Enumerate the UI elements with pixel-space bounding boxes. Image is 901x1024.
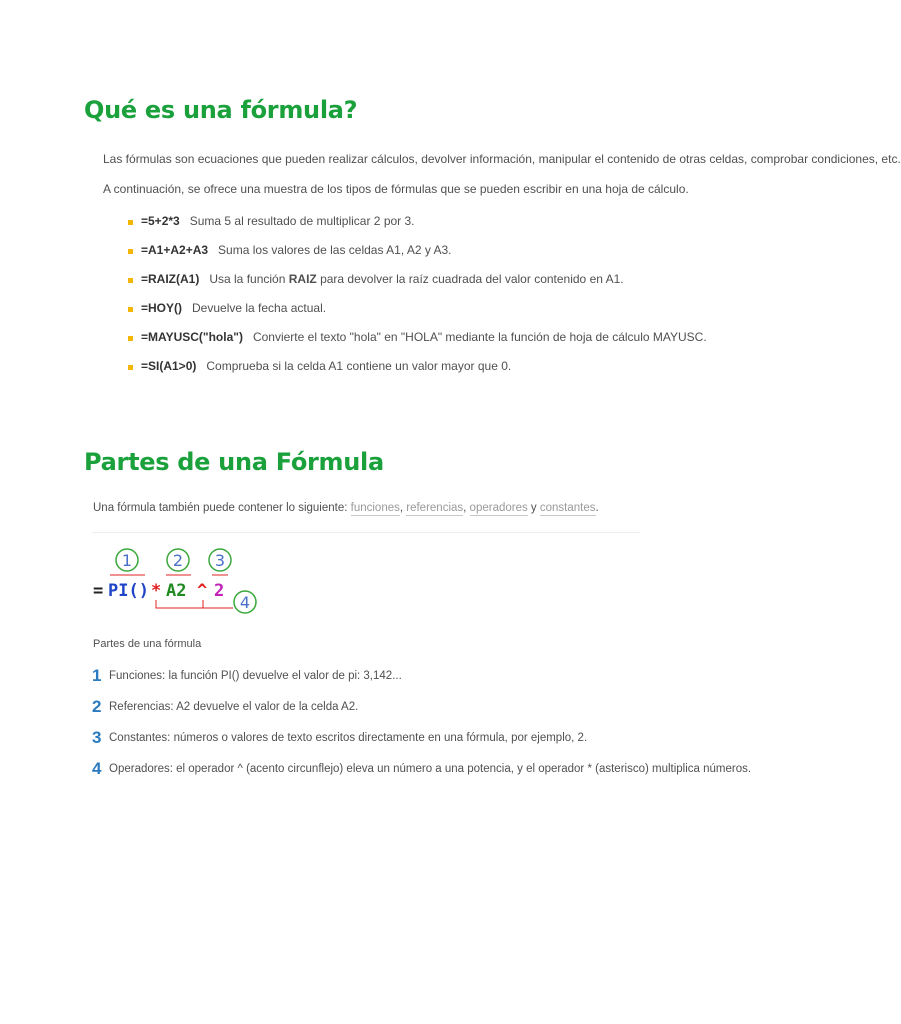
callout-number-4: 4 (239, 593, 251, 612)
bullet-square-icon (128, 278, 133, 283)
example-text (141, 359, 511, 373)
formula-constant: 2 (214, 581, 225, 601)
operators-bracket (156, 600, 233, 608)
separator-and: y (527, 502, 540, 514)
example-formula: =RAIZ(A1) (141, 272, 200, 286)
example-description-bold: RAIZ (288, 272, 317, 286)
part-text: Operadores: el operador ^ (acento circunflejo) eleva un número a una potencia, y el operador * (asterisco) multiplica números. (109, 763, 752, 775)
example-text (141, 330, 707, 344)
part-text: Funciones: la función PI() devuelve el valor de pi: 3,142... (109, 670, 402, 682)
separator-comma: , (399, 502, 407, 514)
callout-number-2: 2 (172, 551, 184, 570)
example-description: Devuelve la fecha actual. (192, 301, 327, 315)
bullet-square-icon (128, 307, 133, 312)
term-link-referencias[interactable]: referencias (406, 502, 464, 514)
example-formula: =HOY() (141, 301, 183, 315)
callout-number-3: 3 (214, 551, 226, 570)
example-description: Comprueba si la celda A1 contiene un valor mayor que 0. (206, 359, 512, 373)
bullet-square-icon (128, 220, 133, 225)
example-description-pre: Usa la función (209, 272, 289, 286)
formula-function: PI() (108, 581, 149, 601)
intro-end: . (595, 502, 599, 514)
bullet-square-icon (128, 249, 133, 254)
part-text: Referencias: A2 devuelve el valor de la celda A2. (109, 701, 359, 713)
example-text (141, 301, 326, 315)
callout-number-1: 1 (121, 551, 133, 570)
separator-comma: , (463, 502, 470, 514)
formula-reference: A2 (166, 581, 187, 601)
section2-intro (93, 502, 599, 514)
formula-operator-multiply: * (151, 581, 162, 601)
part-number: 4 (92, 759, 102, 778)
example-text (141, 272, 624, 286)
example-formula: =5+2*3 (141, 214, 180, 228)
figure-caption: Partes de una fórmula (93, 638, 202, 650)
part-text: Constantes: números o valores de texto escritos directamente en una fórmula, por ejemplo, 2. (109, 732, 588, 744)
example-formula: =MAYUSC("hola") (141, 330, 243, 344)
example-description-post: para devolver la raíz cuadrada del valor contenido en A1. (316, 272, 624, 286)
example-description: Suma los valores de las celdas A1, A2 y A3. (218, 243, 452, 257)
term-link-funciones[interactable]: funciones (350, 502, 400, 514)
part-number: 1 (92, 666, 102, 685)
section1-paragraph-2: A continuación, se ofrece una muestra de los tipos de fórmulas que se pueden escribir en una hoja de cálculo. (103, 182, 689, 196)
example-description: Convierte el texto "hola" en "HOLA" mediante la función de hoja de cálculo MAYUSC. (252, 330, 707, 344)
section1-heading: Qué es una fórmula? (84, 96, 358, 124)
term-link-constantes[interactable]: constantes (539, 502, 596, 514)
bullet-square-icon (128, 336, 133, 341)
formula-parts-diagram (90, 542, 270, 620)
divider (92, 532, 640, 533)
example-formula: =A1+A2+A3 (141, 243, 209, 257)
intro-prefix: Una fórmula también puede contener lo siguiente: (93, 502, 351, 514)
section2-heading: Partes de una Fórmula (84, 448, 384, 476)
example-description: Suma 5 al resultado de multiplicar 2 por 3. (189, 214, 415, 228)
part-number: 3 (92, 728, 102, 747)
part-number: 2 (92, 697, 102, 716)
bullet-square-icon (128, 365, 133, 370)
example-text (141, 214, 415, 228)
term-link-operadores[interactable]: operadores (469, 502, 528, 514)
formula-operator-power: ^ (197, 581, 208, 601)
formula-equals: = (93, 581, 104, 601)
example-text (141, 243, 452, 257)
example-formula: =SI(A1>0) (141, 359, 197, 373)
section1-paragraph-1: Las fórmulas son ecuaciones que pueden realizar cálculos, devolver información, manipular el contenido de otras celdas, comprobar condiciones, etc. (103, 152, 901, 166)
